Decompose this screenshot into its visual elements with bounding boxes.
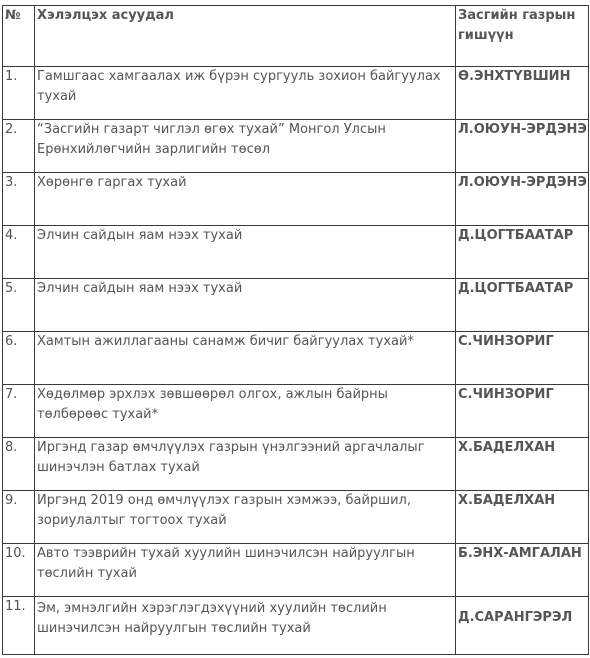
row-number: 7. <box>3 385 35 438</box>
table-row <box>3 120 589 173</box>
row-number: 4. <box>3 226 35 279</box>
row-number: 11. <box>3 597 35 655</box>
row-number: 6. <box>3 332 35 385</box>
row-number: 3. <box>3 173 35 226</box>
row-issue: Иргэнд 2019 онд өмчлүүлэх газрын хэмжээ, байршил, зориулалтыг тогтоох тухай <box>35 491 456 544</box>
header-row <box>3 6 589 67</box>
header-number: № <box>3 6 35 67</box>
table-row <box>3 491 589 544</box>
row-issue: Хамтын ажиллагааны санамж бичиг байгуулах тухай* <box>35 332 456 385</box>
agenda-table <box>2 5 589 655</box>
table-row <box>3 544 589 597</box>
row-issue: Гамшгаас хамгаалах иж бүрэн сургууль зохион байгуулах тухай <box>35 67 456 120</box>
row-member: Х.БАДЕЛХАН <box>456 491 589 544</box>
header-member: Засгийн газрын гишүүн <box>456 6 589 67</box>
table-row <box>3 67 589 120</box>
row-member: Д.ЦОГТБААТАР <box>456 226 589 279</box>
table-row <box>3 385 589 438</box>
row-issue: Элчин сайдын яам нээх тухай <box>35 279 456 332</box>
row-number: 8. <box>3 438 35 491</box>
row-member: Б.ЭНХ-АМГАЛАН <box>456 544 589 597</box>
row-member: С.ЧИНЗОРИГ <box>456 385 589 438</box>
row-number: 2. <box>3 120 35 173</box>
row-issue: Иргэнд газар өмчлүүлэх газрын үнэлгээний аргачлалыг шинэчлэн батлах тухай <box>35 438 456 491</box>
row-member: Д.ЦОГТБААТАР <box>456 279 589 332</box>
table-row <box>3 332 589 385</box>
row-member: Л.ОЮУН-ЭРДЭНЭ <box>456 120 589 173</box>
table-row <box>3 226 589 279</box>
row-number: 5. <box>3 279 35 332</box>
table-row <box>3 597 589 655</box>
table-row <box>3 438 589 491</box>
table-row <box>3 173 589 226</box>
header-issue: Хэлэлцэх асуудал <box>35 6 456 67</box>
row-issue: Авто тээврийн тухай хуулийн шинэчилсэн найруулгын төслийн тухай <box>35 544 456 597</box>
row-issue: Хөрөнгө гаргах тухай <box>35 173 456 226</box>
row-number: 10. <box>3 544 35 597</box>
row-number: 1. <box>3 67 35 120</box>
row-number: 9. <box>3 491 35 544</box>
table-body <box>3 67 589 655</box>
row-member: Х.БАДЕЛХАН <box>456 438 589 491</box>
row-issue: Элчин сайдын яам нээх тухай <box>35 226 456 279</box>
row-issue: “Засгийн газарт чиглэл өгөх тухай” Монгол Улсын Ерөнхийлөгчийн зарлигийн төсөл <box>35 120 456 173</box>
row-member: Л.ОЮУН-ЭРДЭНЭ <box>456 173 589 226</box>
row-issue: Хөдөлмөр эрхлэх зөвшөөрөл олгох, ажлын байрны төлбөрөөс тухай* <box>35 385 456 438</box>
row-member: Д.САРАНГЭРЭЛ <box>456 597 589 655</box>
table-header <box>3 6 589 67</box>
row-issue: Эм, эмнэлгийн хэрэглэгдэхүүний хуулийн төслийн шинэчилсэн найруулгын төслийн тухай <box>35 597 456 655</box>
row-member: С.ЧИНЗОРИГ <box>456 332 589 385</box>
table-row <box>3 279 589 332</box>
row-member: Ө.ЭНХТҮВШИН <box>456 67 589 120</box>
